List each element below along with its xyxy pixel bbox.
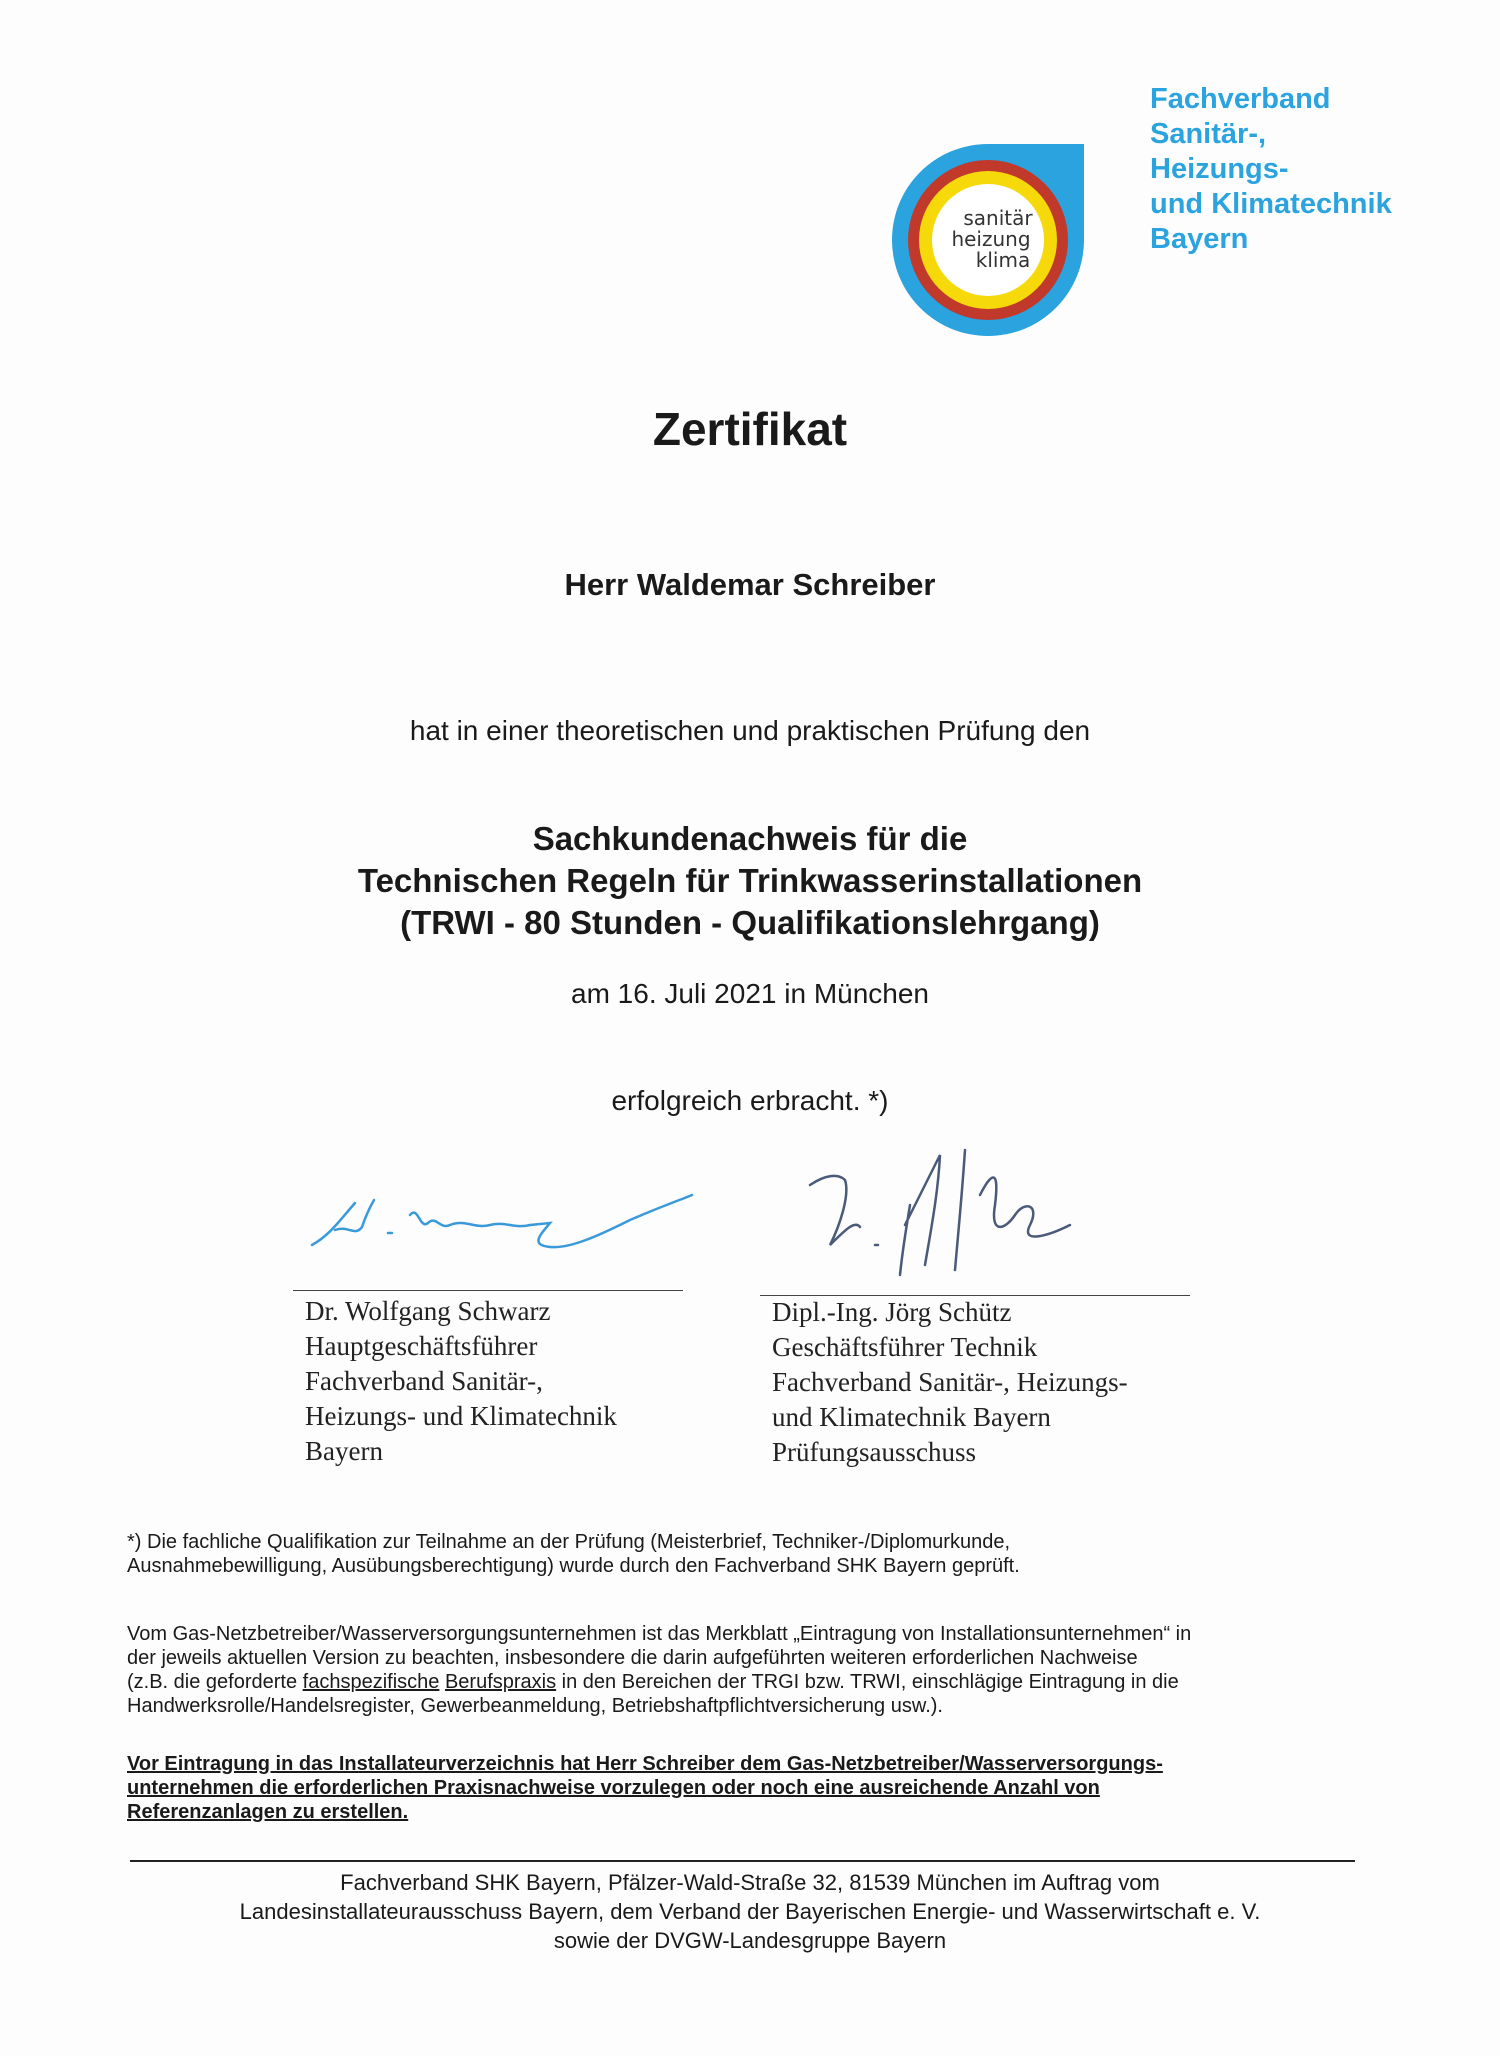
notice-line: Vor Eintragung in das Installateurverzeichnis hat Herr Schreiber dem Gas-Netzbetreiber/Wasserversorgungs- (127, 1753, 1163, 1775)
date-place: am 16. Juli 2021 in München (571, 978, 929, 1009)
signatory-2-org: Fachverband Sanitär-, Heizungs- (772, 1367, 1128, 1397)
note-line (127, 1670, 1377, 1694)
note-text: in den Bereichen der TRGI bzw. TRWI, einschlägige Eintragung in die (556, 1671, 1179, 1693)
note-line: Vom Gas-Netzbetreiber/Wasserversorgungsunternehmen ist das Merkblatt „Eintragung von Installationsunternehmen“ in (127, 1623, 1192, 1645)
signatory-2-name: Dipl.-Ing. Jörg Schütz (772, 1297, 1012, 1327)
organization-line: Fachverband (1150, 83, 1331, 115)
signature-1 (300, 1185, 700, 1275)
signature-line-1 (293, 1290, 683, 1291)
signatory-2-committee: Prüfungsausschuss (772, 1437, 977, 1467)
organization-name (1150, 82, 1470, 257)
footer-line: sowie der DVGW-Landesgruppe Bayern (553, 1928, 947, 1953)
signatory-2-block (772, 1295, 1128, 1470)
footer-line: Fachverband SHK Bayern, Pfälzer-Wald-Straße 32, 81539 München im Auftrag vom (340, 1870, 1160, 1895)
course-title (0, 818, 1500, 944)
course-line: Sachkundenachweis für die (532, 820, 968, 857)
signatory-2-role: Geschäftsführer Technik (772, 1332, 1038, 1362)
shk-logo (888, 140, 1088, 340)
note-line: Ausnahmebewilligung, Ausübungsberechtigung) wurde durch den Fachverband SHK Bayern geprüft. (127, 1555, 1020, 1577)
notice-line: Referenzanlagen zu erstellen. (127, 1801, 409, 1823)
intro-text: hat in einer theoretischen und praktischen Prüfung den (409, 715, 1091, 746)
certificate-title: Zertifikat (652, 403, 848, 455)
signatory-1-org: Bayern (305, 1436, 383, 1466)
organization-line: Heizungs- (1150, 153, 1289, 185)
footer-divider (130, 1860, 1355, 1862)
note-underlined: fachspezifische (302, 1671, 440, 1693)
note-line: *) Die fachliche Qualifikation zur Teilnahme an der Prüfung (Meisterbrief, Techniker-/Diplomurkunde, (127, 1531, 1011, 1553)
organization-line: Sanitär-, (1150, 118, 1267, 150)
logo-text-sanitaer: sanitär (963, 206, 1033, 230)
note-text: (z.B. die geforderte (127, 1671, 303, 1693)
recipient-name: Herr Waldemar Schreiber (564, 567, 936, 602)
note-line: der jeweils aktuellen Version zu beachten, insbesondere die darin aufgeführten weiteren erforderlichen Nachweise (127, 1647, 1138, 1669)
note-underlined: Berufspraxis (444, 1671, 557, 1693)
signatory-1-name: Dr. Wolfgang Schwarz (305, 1296, 551, 1326)
qualification-note (127, 1530, 1377, 1578)
installer-notice (127, 1752, 1377, 1824)
organization-line: Bayern (1150, 223, 1249, 255)
course-line: (TRWI - 80 Stunden - Qualifikationslehrgang) (400, 904, 1100, 941)
organization-line: und Klimatechnik (1150, 188, 1392, 220)
footer (0, 1868, 1500, 1955)
registration-note (127, 1622, 1377, 1718)
signatory-1-block (305, 1294, 617, 1469)
notice-line: unternehmen die erforderlichen Praxisnachweise vorzulegen oder noch eine ausreichende Anzahl von (127, 1777, 1100, 1799)
result-text: erfolgreich erbracht. *) (611, 1085, 889, 1116)
signatory-1-role: Hauptgeschäftsführer (305, 1331, 538, 1361)
logo-text-heizung: heizung (951, 227, 1031, 251)
note-line: Handwerksrolle/Handelsregister, Gewerbeanmeldung, Betriebshaftpflichtversicherung usw.). (127, 1695, 943, 1717)
footer-line: Landesinstallateurausschuss Bayern, dem Verband der Bayerischen Energie- und Wasserwirtschaft e. V. (239, 1899, 1261, 1924)
signatory-2-org: und Klimatechnik Bayern (772, 1402, 1051, 1432)
signatory-1-org: Heizungs- und Klimatechnik (305, 1401, 617, 1431)
signatory-1-org: Fachverband Sanitär-, (305, 1366, 543, 1396)
course-line: Technischen Regeln für Trinkwasserinstallationen (357, 862, 1143, 899)
logo-text-klima: klima (975, 248, 1031, 272)
signature-2 (790, 1135, 1130, 1285)
